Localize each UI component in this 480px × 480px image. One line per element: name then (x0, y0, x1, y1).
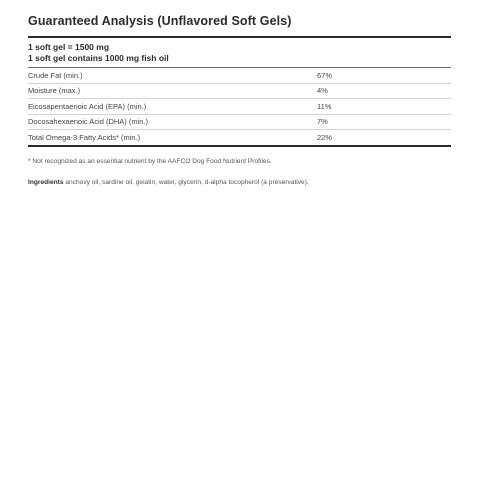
serving-fish-oil: 1 soft gel contains 1000 mg fish oil (28, 53, 169, 63)
analysis-value: 7% (317, 117, 328, 127)
footnote: * Not recognized as an essential nutrient by the AAFCO Dog Food Nutrient Profiles. (28, 157, 272, 165)
analysis-value: 67% (317, 70, 333, 80)
serving-info (28, 38, 451, 67)
analysis-label: Moisture (max.) (28, 86, 81, 96)
ingredients-label: Ingredients (28, 178, 64, 186)
analysis-value: 4% (317, 86, 328, 96)
analysis-row-crude-fat (28, 68, 451, 84)
analysis-value: 22% (317, 132, 333, 142)
analysis-label: Eicosapentaenoic Acid (EPA) (min.) (28, 101, 147, 111)
analysis-label: Docosahexaenoic Acid (DHA) (min.) (28, 117, 149, 127)
serving-size: 1 soft gel = 1500 mg (28, 42, 110, 52)
ingredients-line (28, 178, 451, 188)
analysis-row-moisture (28, 84, 451, 100)
analysis-label: Crude Fat (min.) (28, 70, 83, 80)
analysis-label: Total Omega-3 Fatty Acids* (min.) (28, 132, 141, 142)
analysis-row-omega-3 (28, 130, 451, 145)
ingredients-text: anchovy oil, sardine oil, gelatin, water, glycerin, d-alpha tocopherol (a preservative). (63, 178, 309, 186)
analysis-row-dha (28, 115, 451, 131)
analysis-value: 11% (317, 101, 332, 111)
panel-title: Guaranteed Analysis (Unflavored Soft Gels) (28, 14, 292, 28)
table-bottom-divider (28, 145, 451, 147)
guaranteed-analysis-panel (28, 12, 451, 188)
analysis-row-epa (28, 99, 451, 115)
analysis-table (28, 68, 451, 145)
